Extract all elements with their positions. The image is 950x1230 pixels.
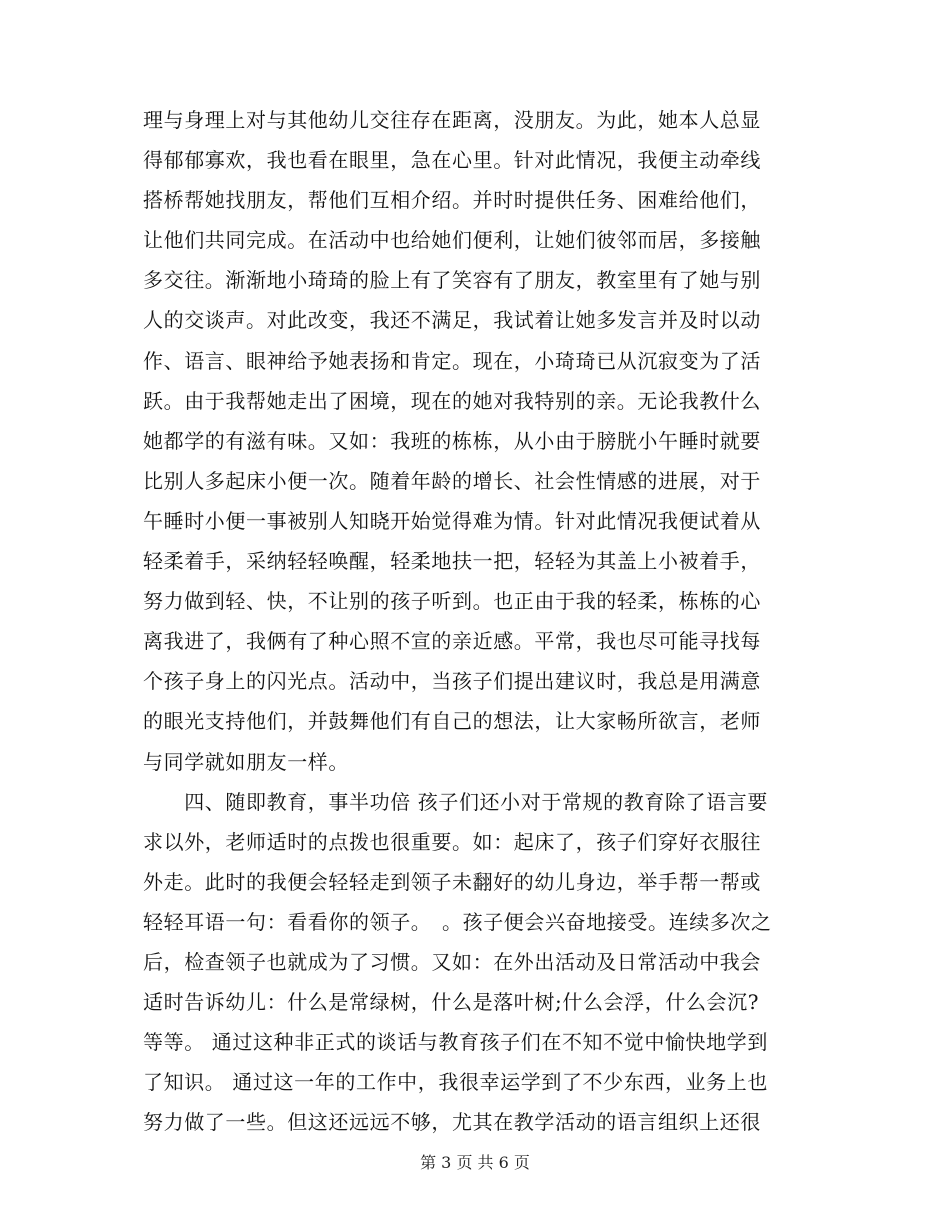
text-line: 求以外，老师适时的点拨也很重要。如：起床了，孩子们穿好衣服往 bbox=[143, 829, 761, 854]
text-line: 她都学的有滋有味。又如：我班的栋栋，从小由于膀胱小午睡时就要 bbox=[143, 428, 761, 453]
text-line: 与同学就如朋友一样。 bbox=[143, 749, 349, 774]
page-number-footer: 第 3 页 共 6 页 bbox=[420, 1153, 530, 1172]
text-line: 比别人多起床小便一次。随着年龄的增长、社会性情感的进展，对于 bbox=[143, 468, 761, 493]
text-line: 多交往。渐渐地小琦琦的脸上有了笑容有了朋友，教室里有了她与别 bbox=[143, 268, 761, 293]
text-line: 跃。由于我帮她走出了困境，现在的她对我特别的亲。无论我教什么 bbox=[143, 388, 761, 413]
text-line: 得郁郁寡欢，我也看在眼里，急在心里。针对此情况，我便主动牵线 bbox=[143, 148, 761, 173]
text-line: 搭桥帮她找朋友，帮他们互相介绍。并时时提供任务、困难给他们， bbox=[143, 188, 761, 213]
text-line: 等等。 通过这种非正式的谈话与教育孩子们在不知不觉中愉快地学到 bbox=[143, 1030, 768, 1055]
text-line: 努力做了一些。但这还远远不够，尤其在教学活动的语言组织上还很 bbox=[143, 1110, 761, 1135]
text-line: 理与身理上对与其他幼儿交往存在距离，没朋友。为此，她本人总显 bbox=[143, 108, 761, 132]
body-text bbox=[143, 100, 807, 1142]
text-line: 四、随即教育，事半功倍 孩子们还小对于常规的教育除了语言要 bbox=[143, 789, 768, 814]
text-line: 轻柔着手，采纳轻轻唤醒，轻柔地扶一把，轻轻为其盖上小被着手， bbox=[143, 549, 761, 574]
text-line: 个孩子身上的闪光点。活动中，当孩子们提出建议时，我总是用满意 bbox=[143, 669, 761, 694]
text-line: 让他们共同完成。在活动中也给她们便利，让她们彼邻而居，多接触 bbox=[143, 228, 761, 253]
text-line: 人的交谈声。对此改变，我还不满足，我试着让她多发言并及时以动 bbox=[143, 308, 761, 333]
text-line: 了知识。 通过这一年的工作中，我很幸运学到了不少东西，业务上也 bbox=[143, 1070, 768, 1095]
text-line: 的眼光支持他们，并鼓舞他们有自己的想法，让大家畅所欲言，老师 bbox=[143, 709, 761, 734]
text-line: 午睡时小便一事被别人知晓开始觉得难为情。针对此情况我便试着从 bbox=[143, 508, 761, 533]
text-line: 离我进了，我俩有了种心照不宣的亲近感。平常，我也尽可能寻找每 bbox=[143, 629, 761, 654]
text-line: 后，检查领子也就成为了习惯。又如：在外出活动及日常活动中我会 bbox=[143, 949, 761, 974]
text-line: 作、语言、眼神给予她表扬和肯定。现在，小琦琦已从沉寂变为了活 bbox=[143, 348, 761, 373]
text-line: 适时告诉幼儿：什么是常绿树，什么是落叶树;什么会浮，什么会沉? bbox=[143, 990, 760, 1015]
text-line: 轻轻耳语一句：看看你的领子。 。孩子便会兴奋地接受。连续多次之 bbox=[143, 909, 772, 934]
text-line: 努力做到轻、快，不让别的孩子听到。也正由于我的轻柔，栋栋的心 bbox=[143, 589, 761, 614]
text-line: 外走。此时的我便会轻轻走到领子未翻好的幼儿身边，举手帮一帮或 bbox=[143, 869, 761, 894]
